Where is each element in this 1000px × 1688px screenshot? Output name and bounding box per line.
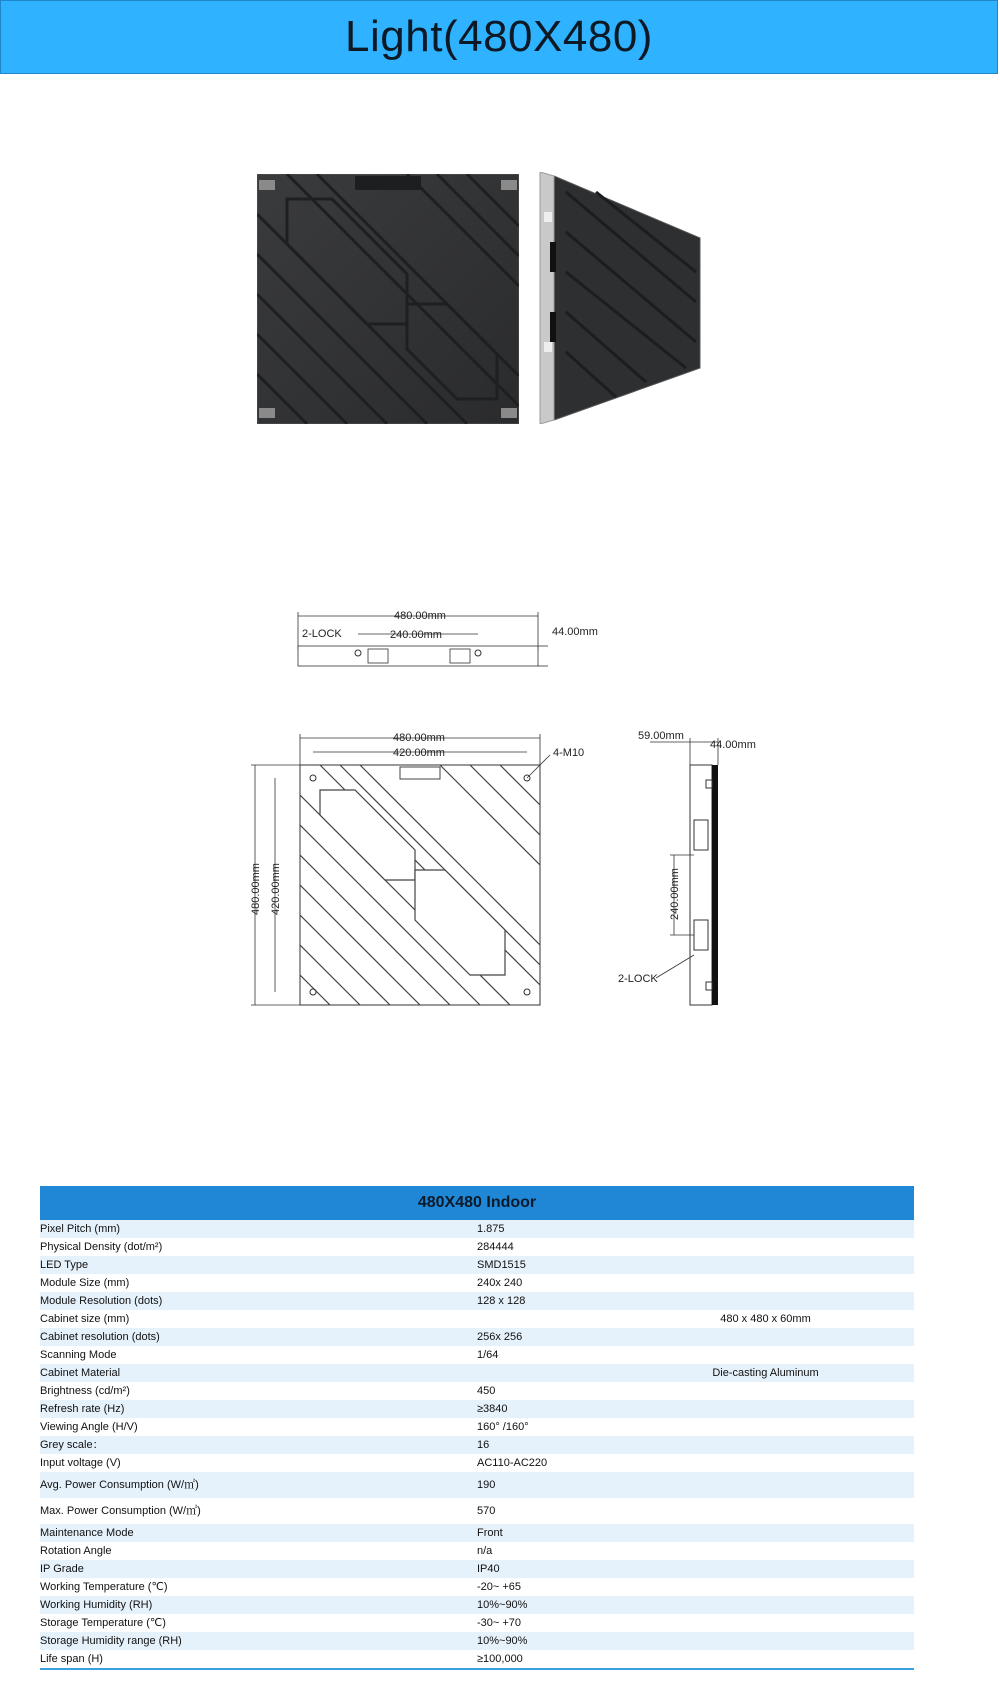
spec-table-body bbox=[40, 1220, 914, 1668]
front-screw-label: 4-M10 bbox=[553, 747, 585, 759]
top-depth-label: 44.00mm bbox=[552, 626, 598, 638]
spec-label: Viewing Angle (H/V) bbox=[40, 1421, 138, 1433]
spec-table bbox=[40, 1186, 914, 1668]
side-depth2-label: 44.00mm bbox=[710, 739, 756, 751]
front-height-label: 480.00mm bbox=[250, 863, 262, 915]
table-row bbox=[40, 1220, 914, 1238]
spec-label: Module Resolution (dots) bbox=[40, 1295, 163, 1307]
spec-label: Module Size (mm) bbox=[40, 1277, 130, 1289]
table-row bbox=[40, 1454, 914, 1472]
table-row bbox=[40, 1382, 914, 1400]
spec-value: 128 x 128 bbox=[477, 1295, 526, 1307]
spec-value: 1/64 bbox=[477, 1349, 499, 1361]
spec-value: ≥3840 bbox=[477, 1403, 508, 1415]
spec-value: n/a bbox=[477, 1545, 493, 1557]
spec-value: IP40 bbox=[477, 1563, 500, 1575]
spec-table-title: 480X480 Indoor bbox=[40, 1186, 914, 1220]
table-row bbox=[40, 1472, 914, 1498]
spec-value: SMD1515 bbox=[477, 1259, 526, 1271]
top-lock-label: 2-LOCK bbox=[302, 628, 342, 640]
table-row bbox=[40, 1274, 914, 1292]
spec-value: -20~ +65 bbox=[477, 1581, 522, 1593]
spec-label: Grey scale： bbox=[40, 1439, 104, 1451]
table-row bbox=[40, 1400, 914, 1418]
spec-label: Life span (H) bbox=[40, 1653, 103, 1665]
table-bottom-rule bbox=[40, 1668, 914, 1670]
table-row bbox=[40, 1632, 914, 1650]
spec-label: Avg. Power Consumption (W/㎡) bbox=[40, 1479, 199, 1491]
table-row bbox=[40, 1650, 914, 1668]
spec-label: Cabinet resolution (dots) bbox=[40, 1331, 160, 1343]
spec-value: 240x 240 bbox=[477, 1277, 523, 1289]
spec-label: Physical Density (dot/m²) bbox=[40, 1241, 163, 1253]
front-inner-width-label: 420.00mm bbox=[393, 747, 445, 759]
front-width-label: 480.00mm bbox=[393, 732, 445, 744]
table-row bbox=[40, 1498, 914, 1524]
spec-label: Working Temperature (℃) bbox=[40, 1581, 168, 1593]
table-row bbox=[40, 1596, 914, 1614]
spec-label: Scanning Mode bbox=[40, 1349, 117, 1361]
spec-label: Max. Power Consumption (W/㎡) bbox=[40, 1505, 201, 1517]
spec-label: Input voltage (V) bbox=[40, 1457, 121, 1469]
spec-value: 160° /160° bbox=[477, 1421, 529, 1433]
spec-value: 570 bbox=[477, 1505, 496, 1517]
top-lock-spacing-label: 240.00mm bbox=[390, 629, 442, 641]
spec-value: 1.875 bbox=[477, 1223, 505, 1235]
spec-value: Die-casting Aluminum bbox=[712, 1367, 819, 1379]
spec-value: 10%~90% bbox=[477, 1599, 528, 1611]
spec-value: 450 bbox=[477, 1385, 496, 1397]
side-depth-label: 59.00mm bbox=[638, 730, 684, 742]
spec-label: Refresh rate (Hz) bbox=[40, 1403, 125, 1415]
spec-value: 10%~90% bbox=[477, 1635, 528, 1647]
page-banner bbox=[0, 0, 998, 74]
spec-value: ≥100,000 bbox=[477, 1653, 523, 1665]
cabinet-angle-photo bbox=[536, 172, 706, 424]
spec-value: -30~ +70 bbox=[477, 1617, 522, 1629]
side-lock-label: 2-LOCK bbox=[618, 973, 658, 985]
table-row bbox=[40, 1328, 914, 1346]
spec-label: Storage Humidity range (RH) bbox=[40, 1635, 182, 1647]
side-lock-spacing-label: 240.00mm bbox=[669, 868, 681, 920]
spec-value: 256x 256 bbox=[477, 1331, 523, 1343]
top-view-drawing bbox=[280, 604, 600, 674]
front-inner-height-label: 420.00mm bbox=[270, 863, 282, 915]
table-row bbox=[40, 1436, 914, 1454]
spec-label: Cabinet Material bbox=[40, 1367, 121, 1379]
spec-label: Brightness (cd/m²) bbox=[40, 1385, 130, 1397]
table-row bbox=[40, 1292, 914, 1310]
spec-label: IP Grade bbox=[40, 1563, 84, 1575]
spec-value: Front bbox=[477, 1527, 503, 1539]
table-row bbox=[40, 1238, 914, 1256]
table-row bbox=[40, 1614, 914, 1632]
table-row bbox=[40, 1578, 914, 1596]
spec-value: 16 bbox=[477, 1439, 490, 1451]
front-view-drawing bbox=[245, 720, 585, 1010]
spec-value: 190 bbox=[477, 1479, 496, 1491]
table-row bbox=[40, 1418, 914, 1436]
table-row bbox=[40, 1346, 914, 1364]
table-row bbox=[40, 1364, 914, 1382]
top-width-label: 480.00mm bbox=[394, 610, 446, 622]
spec-label: Cabinet size (mm) bbox=[40, 1313, 130, 1325]
spec-label: Maintenance Mode bbox=[40, 1527, 134, 1539]
table-row bbox=[40, 1560, 914, 1578]
table-row bbox=[40, 1256, 914, 1274]
table-row bbox=[40, 1524, 914, 1542]
page-title: Light(480X480) bbox=[345, 12, 653, 61]
side-view-drawing bbox=[610, 720, 770, 1010]
spec-label: Pixel Pitch (mm) bbox=[40, 1223, 121, 1235]
spec-label: Storage Temperature (℃) bbox=[40, 1617, 166, 1629]
spec-label: LED Type bbox=[40, 1259, 89, 1271]
spec-value: AC110-AC220 bbox=[477, 1457, 548, 1469]
table-row bbox=[40, 1542, 914, 1560]
spec-label: Working Humidity (RH) bbox=[40, 1599, 153, 1611]
table-row bbox=[40, 1310, 914, 1328]
spec-label: Rotation Angle bbox=[40, 1545, 112, 1557]
cabinet-front-photo bbox=[257, 174, 519, 424]
spec-value: 480 x 480 x 60mm bbox=[720, 1313, 811, 1325]
spec-value: 284444 bbox=[477, 1241, 514, 1253]
